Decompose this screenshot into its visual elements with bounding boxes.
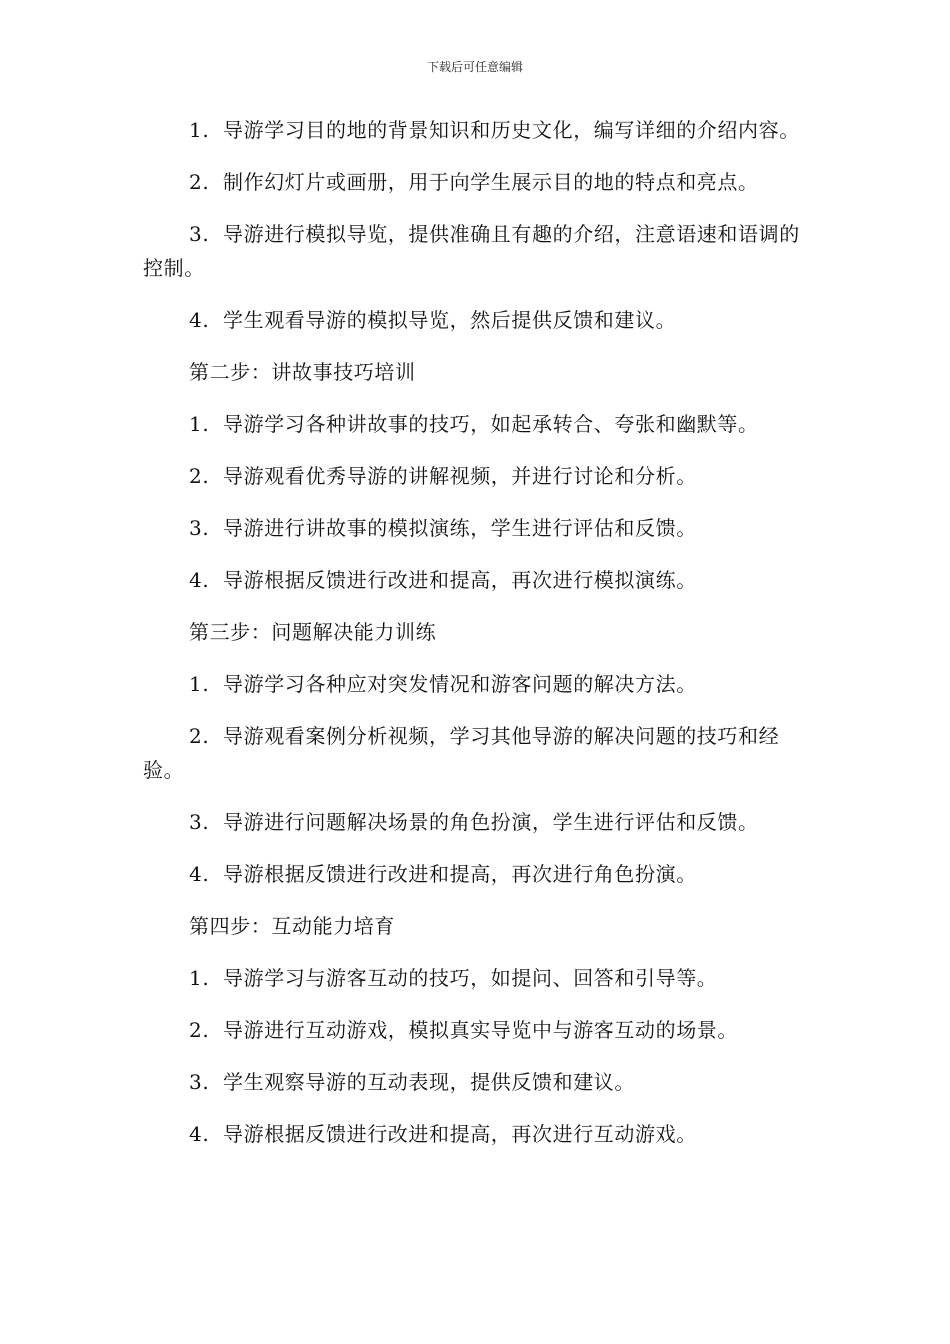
item-number: 4. [189, 308, 210, 332]
list-item [143, 407, 807, 441]
item-number: 4. [189, 862, 210, 886]
list-item [143, 511, 807, 545]
item-number: 3. [189, 1070, 210, 1094]
section-heading-text: 第三步：问题解决能力训练 [189, 620, 437, 644]
item-number: 3. [189, 222, 210, 246]
list-item [143, 1013, 807, 1047]
section-heading [143, 615, 807, 649]
section-heading [143, 909, 807, 943]
page-header: 下载后可任意编辑 [426, 60, 523, 74]
item-number: 1. [189, 118, 210, 142]
list-item [143, 165, 807, 199]
item-text: 制作幻灯片或画册，用于向学生展示目的地的特点和亮点。 [223, 170, 759, 194]
item-text: 导游进行问题解决场景的角色扮演，学生进行评估和反馈。 [223, 810, 759, 834]
item-number: 2. [189, 1018, 210, 1042]
list-item [143, 961, 807, 995]
item-text: 导游进行讲故事的模拟演练，学生进行评估和反馈。 [223, 516, 697, 540]
item-text: 导游根据反馈进行改进和提高，再次进行角色扮演。 [223, 862, 697, 886]
list-item [143, 113, 807, 147]
item-text: 学生观看导游的模拟导览，然后提供反馈和建议。 [223, 308, 677, 332]
item-number: 2. [189, 464, 210, 488]
document-body [143, 113, 807, 1169]
item-text: 导游根据反馈进行改进和提高，再次进行模拟演练。 [223, 568, 697, 592]
item-number: 1. [189, 966, 210, 990]
item-number: 2. [189, 170, 210, 194]
list-item [143, 805, 807, 839]
list-item [143, 1117, 807, 1151]
item-number: 4. [189, 568, 210, 592]
section-heading [143, 355, 807, 389]
item-text: 导游学习各种讲故事的技巧，如起承转合、夸张和幽默等。 [223, 412, 759, 436]
item-text: 导游根据反馈进行改进和提高，再次进行互动游戏。 [223, 1122, 697, 1146]
item-number: 3. [189, 516, 210, 540]
item-text: 导游学习目的地的背景知识和历史文化，编写详细的介绍内容。 [223, 118, 800, 142]
item-text: 学生观察导游的互动表现，提供反馈和建议。 [223, 1070, 635, 1094]
list-item [143, 459, 807, 493]
list-item [143, 1065, 807, 1099]
list-item [143, 563, 807, 597]
section-heading-text: 第四步：互动能力培育 [189, 914, 395, 938]
item-number: 1. [189, 672, 210, 696]
item-number: 2. [189, 724, 210, 748]
item-text: 导游进行互动游戏，模拟真实导览中与游客互动的场景。 [223, 1018, 738, 1042]
item-text: 导游进行模拟导览，提供准确且有趣的介绍，注意语速和语调的控制。 [143, 222, 800, 280]
list-item [143, 303, 807, 337]
item-text: 导游观看案例分析视频，学习其他导游的解决问题的技巧和经验。 [143, 724, 780, 782]
list-item [143, 719, 807, 787]
item-text: 导游观看优秀导游的讲解视频，并进行讨论和分析。 [223, 464, 697, 488]
item-number: 3. [189, 810, 210, 834]
item-text: 导游学习各种应对突发情况和游客问题的解决方法。 [223, 672, 697, 696]
item-number: 4. [189, 1122, 210, 1146]
section-heading-text: 第二步：讲故事技巧培训 [189, 360, 416, 384]
item-number: 1. [189, 412, 210, 436]
list-item [143, 217, 807, 285]
item-text: 导游学习与游客互动的技巧，如提问、回答和引导等。 [223, 966, 718, 990]
list-item [143, 857, 807, 891]
list-item [143, 667, 807, 701]
